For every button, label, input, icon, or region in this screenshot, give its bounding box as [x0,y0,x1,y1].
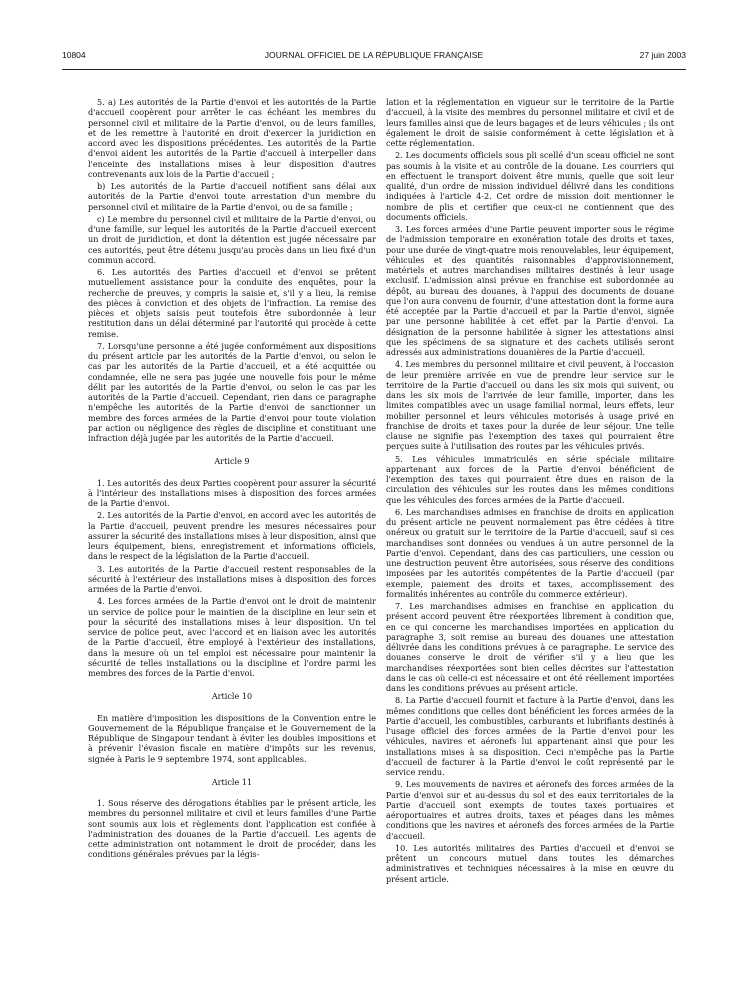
paragraph: 9. Les mouvements de navires et aéronefs des forces armées de la Partie d'envoi sur et au-dessus du sol et des eaux territoriales de la Partie d'accueil sont exempts de toutes taxes portuaires et aéroportuaires et autres droits, taxes et péages dans les mêmes conditions que les navires et aéronefs des forces armées de la Partie d'accueil. [386,779,674,841]
paragraph: 7. Les marchandises admises en franchise en application du présent accord peuvent être réexportées librement à condition que, en ce qui concerne les marchandises importées en application du paragraphe 3, soit remise au bureau des douanes une attestation délivrée dans les conditions prévues à ce paragraphe. Le service des douanes conserve le droit de vérifier s'il y a lieu que les marchandises réexportées sont bien celles décrites sur l'attestation dans le cas où celle-ci est nécessaire et ont été réellement importées dans les conditions prévues au présent article. [386,601,674,693]
paragraph-continuation: lation et la réglementation en vigueur sur le territoire de la Partie d'accueil, à la visite des membres du personnel militaire et civil et de leurs familles ainsi que de leurs bagages et de leurs véhicules ; ils ont également le droit de saisie conformément à cette législation et à cette réglementation. [386,97,675,148]
page-header [62,50,686,66]
article-heading: Article 11 [211,776,253,787]
paragraph: 6. Les autorités des Parties d'accueil et d'envoi se prêtent mutuellement assistance pour la conduite des enquêtes, pour la recherche de preuves, y compris la saisie et, s'il y a lieu, la remise des pièces à conviction et des objets de l'infraction. La remise des pièces et objets saisis peut toutefois être subordonnée à leur restitution dans un délai déterminé par l'autorité qui procède à cette remise. [88,267,376,339]
paragraph: 7. Lorsqu'une personne a été jugée conformément aux dispositions du présent article par les autorités de la Partie d'envoi, ou selon le cas par les autorités de la Partie d'accueil, et a été acquittée ou condamnée, elle ne sera pas jugée une nouvelle fois pour le même délit par les autorités de la Partie d'envoi, ou selon le cas par les autorités de la Partie d'accueil. Cependant, rien dans ce paragraphe n'empêche les autorités de la Partie d'envoi de sanctionner un membre des forces armées de la Partie d'envoi pour toute violation par action ou négligence des règles de discipline et constituant une infraction déjà jugée par les autorités de la Partie d'accueil. [88,340,376,443]
left-column [88,97,376,862]
paragraph: En matière d'imposition les dispositions de la Convention entre le Gouvernement de la République française et le Gouvernement de la République de Singapour tendant à éviter les doubles impositions et à prévenir l'évasion fiscale en matière d'impôts sur les revenus, signée à Paris le 9 septembre 1974, sont applicables. [88,712,376,764]
paragraph: 3. Les autorités de la Partie d'accueil restent responsables de la sécurité à l'extérieur des installations mises à disposition des forces armées de la Partie d'envoi. [88,563,376,594]
paragraph: 1. Les autorités des deux Parties coopèrent pour assurer la sécurité à l'intérieur des installations mises à disposition des forces armées de la Partie d'envoi. [88,477,377,508]
page-number: 10804 [62,50,86,60]
journal-title: JOURNAL OFFICIEL DE LA RÉPUBLIQUE FRANÇAISE [264,50,484,60]
paragraph: 10. Les autorités militaires des Parties d'accueil et d'envoi se prêtent un concours mutuel dans toutes les démarches administratives et techniques nécessaires à la mise en œuvre du présent article. [386,842,674,884]
paragraph: 1. Sous réserve des dérogations établies par le présent article, les membres du personnel militaire et civil et leurs familles d'une Partie sont soumis aux lois et règlements dont l'application est confiée à l'administration des douanes de la Partie d'accueil. Les agents de cette administration ont notamment le droit de procéder, dans les conditions générales prévues par la légis- [88,798,376,860]
paragraph: 5. Les véhicules immatriculés en série spéciale militaire appartenant aux forces de la Partie d'envoi bénéficient de l'exemption des taxes qui pourraient être dues en raison de la circulation des véhicules sur les routes dans les mêmes conditions que les véhicules des forces armées de la Partie d'accueil. [386,453,674,505]
publication-date: 27 juin 2003 [639,50,686,60]
paragraph: 6. Les marchandises admises en franchise de droits en application du présent article ne peuvent normalement pas être cédées à titre onéreux ou gratuit sur le territoire de la Partie d'accueil, sauf si ces marchandises sont données ou vendues à un autre personnel de la Partie d'envoi. Cependant, dans des cas particuliers, une cession ou une destruction peuvent être autorisées, sous réserve des conditions imposées par les autorités compétentes de la Partie d'accueil (par exemple, paiement des droits et taxes, accomplissement des formalités inhérentes au contrôle du commerce extérieur). [386,506,674,599]
article-heading: Article 9 [214,456,250,467]
right-column [386,97,674,886]
paragraph: 2. Les autorités de la Partie d'envoi, en accord avec les autorités de la Partie d'accueil, peuvent prendre les mesures nécessaires pour assurer la sécurité des installations mises à leur disposition, ainsi que leurs équipement, biens, enregistrement et informations officiels, dans le respect de la législation de la Partie d'accueil. [88,510,376,562]
paragraph: 3. Les forces armées d'une Partie peuvent importer sous le régime de l'admission temporaire en exonération totale des droits et taxes, pour une durée de vingt-quatre mois renouvelables, leur équipement, véhicules et des quantités raisonnables d'approvisionnement, matériels et autres marchandises militaires destinés à leur usage exclusif. L'admission ainsi prévue en franchise est subordonnée au dépôt, au bureau des douanes, à l'appui des documents de douane que l'on aura convenu de fournir, d'une attestation dont la forme aura été acceptée par la Partie d'accueil et par la Partie d'envoi, signée par une personne habilitée à cet effet par la Partie d'envoi. La désignation de la personne habilitée à signer les attestations ainsi que les spécimens de sa signature et des cachets utilisés seront adressés aux administrations douanières de la Partie d'accueil. [386,224,674,357]
header-rule [62,69,686,70]
paragraph: 2. Les documents officiels sous pli scellé d'un sceau officiel ne sont pas soumis à la visite et au contrôle de la douane. Les courriers qui en effectuent le transport doivent être munis, quelle que soit leur qualité, d'un ordre de mission individuel délivré dans les conditions indiquées à l'article 4-2. Cet ordre de mission doit mentionner le nombre de plis et certifier que ceux-ci ne contiennent que des documents officiels. [386,150,674,222]
paragraph: 4. Les membres du personnel militaire et civil peuvent, à l'occasion de leur première arrivée en vue de prendre leur service sur le territoire de la Partie d'accueil ou dans les six mois qui suivent, ou dans les six mois de l'arrivée de leur famille, importer, dans les limites compatibles avec un usage familial normal, leurs effets, leur mobilier personnel et leurs véhicules motorisés à usage privé en franchise de droits et taxes pour la durée de leur séjour. Une telle clause ne signifie pas l'exemption des taxes qui pourraient être perçues suite à l'utilisation des routes par les véhicules privés. [386,359,674,452]
article-heading: Article 10 [211,691,253,702]
paragraph: c) Le membre du personnel civil et militaire de la Partie d'envoi, ou d'une famille, sur lequel les autorités de la Partie d'accueil exercent un droit de juridiction, et dont la détention est jugée nécessaire par ces autorités, peut être détenu jusqu'au procès dans un lieu fixé d'un commun accord. [88,213,376,265]
paragraph: 8. La Partie d'accueil fournit et facture à la Partie d'envoi, dans les mêmes conditions que celles dont bénéficient les forces armées de la Partie d'accueil, les combustibles, carburants et lubrifiants destinés à l'usage officiel des forces armées de la Partie d'envoi pour les véhicules, navires et aéronefs lui appartenant ainsi que pour les installations mises à sa disposition. Ceci n'empêche pas la Partie d'accueil de facturer à la Partie d'envoi le coût représenté par le service rendu. [386,695,674,777]
paragraph: 4. Les forces armées de la Partie d'envoi ont le droit de maintenir un service de police pour le maintien de la discipline en leur sein et pour la sécurité des installations mises à leur disposition. Un tel service de police peut, avec l'accord et en liaison avec les autorités de la Partie d'accueil, être employé à l'extérieur des installations, dans la mesure où un tel emploi est nécessaire pour maintenir la sécurité de telles installations ou la discipline et l'ordre parmi les membres des forces de la Partie d'envoi. [88,596,376,678]
paragraph: b) Les autorités de la Partie d'accueil notifient sans délai aux autorités de la Partie d'envoi toute arrestation d'un membre du personnel civil et militaire de la Partie d'envoi, ou de sa famille ; [88,181,376,212]
paragraph: 5. a) Les autorités de la Partie d'envoi et les autorités de la Partie d'accueil coopèrent pour arrêter le cas échéant les membres du personnel civil et militaire de la Partie d'envoi, ou de leurs familles, et de les remettre à l'autorité en droit d'exercer la juridiction en accord avec les dispositions précédentes. Les autorités de la Partie d'envoi aident les autorités de la Partie d'accueil à interpeller dans l'enceinte des installations mises à leur disposition d'autres contrevenants aux lois de la Partie d'accueil ; [88,97,376,179]
